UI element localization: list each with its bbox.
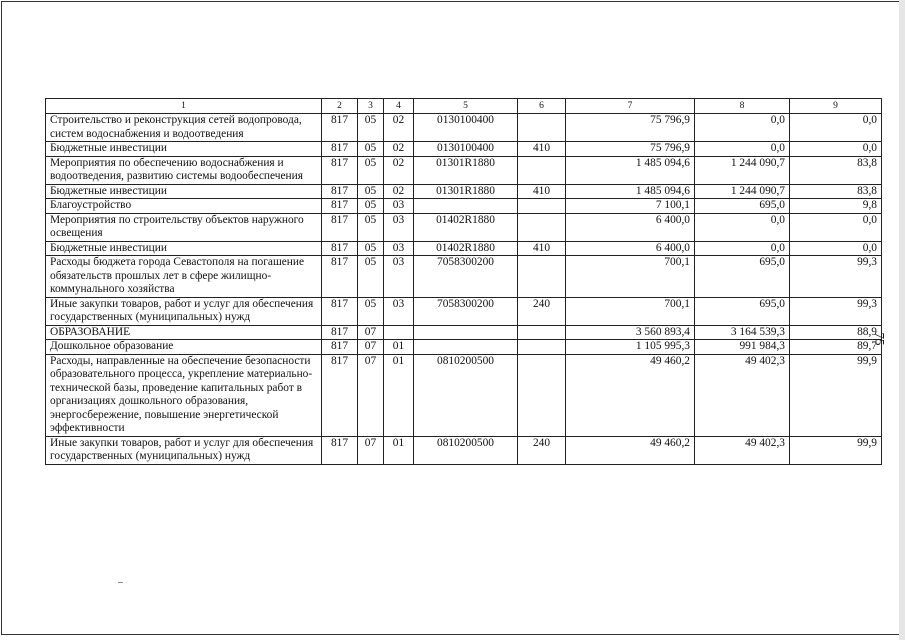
cell-subsection: 03	[384, 297, 414, 325]
cell-target-code	[414, 325, 518, 340]
cell-admin-code: 817	[322, 297, 358, 325]
column-number: 7	[566, 99, 695, 114]
cell-section: 05	[358, 297, 384, 325]
cell-subsection: 03	[384, 241, 414, 256]
cell-subsection: 02	[384, 184, 414, 199]
row-name: Иные закупки товаров, работ и услуг для обеспечения государственных (муниципальных) нужд	[46, 297, 322, 325]
column-number: 2	[322, 99, 358, 114]
scan-edge	[899, 0, 905, 640]
cell-subsection: 03	[384, 213, 414, 241]
cell-plan-amount: 700,1	[566, 297, 695, 325]
cell-percent: 88,9	[790, 325, 882, 340]
cell-actual-amount: 49 402,3	[695, 436, 790, 464]
column-number: 9	[790, 99, 882, 114]
cell-target-code	[414, 340, 518, 355]
row-name: ОБРАЗОВАНИЕ	[46, 325, 322, 340]
cell-actual-amount: 0,0	[695, 241, 790, 256]
table-row	[46, 199, 882, 214]
table-row	[46, 213, 882, 241]
budget-table	[45, 98, 882, 465]
cell-section: 07	[358, 325, 384, 340]
cell-percent: 99,9	[790, 354, 882, 436]
page-number: 75	[872, 332, 888, 346]
table-row	[46, 184, 882, 199]
column-number: 6	[518, 99, 566, 114]
cell-section: 05	[358, 114, 384, 142]
cell-expense-type: 410	[518, 241, 566, 256]
cell-expense-type	[518, 340, 566, 355]
cell-actual-amount: 49 402,3	[695, 354, 790, 436]
cell-actual-amount: 991 984,3	[695, 340, 790, 355]
cell-target-code: 7058300200	[414, 297, 518, 325]
scan-mark	[118, 582, 123, 583]
column-number: 4	[384, 99, 414, 114]
cell-section: 05	[358, 184, 384, 199]
cell-expense-type	[518, 354, 566, 436]
cell-expense-type: 410	[518, 184, 566, 199]
row-name: Мероприятия по строительству объектов наружного освещения	[46, 213, 322, 241]
cell-percent: 0,0	[790, 241, 882, 256]
row-name: Бюджетные инвестиции	[46, 241, 322, 256]
table-row	[46, 340, 882, 355]
cell-target-code: 01402R1880	[414, 213, 518, 241]
cell-subsection: 02	[384, 114, 414, 142]
cell-section: 05	[358, 142, 384, 157]
row-name: Бюджетные инвестиции	[46, 184, 322, 199]
cell-expense-type	[518, 213, 566, 241]
cell-admin-code: 817	[322, 340, 358, 355]
table-row	[46, 354, 882, 436]
cell-subsection: 03	[384, 256, 414, 298]
cell-actual-amount: 1 244 090,7	[695, 184, 790, 199]
cell-section: 07	[358, 340, 384, 355]
cell-subsection: 01	[384, 354, 414, 436]
table-row	[46, 142, 882, 157]
row-name: Расходы, направленные на обеспечение безопасности образовательного процесса, укрепление материально-технической базы, проведение капитальных работ в организациях дошкольного образования, энергосбережение, повышение энергетической эффективности	[46, 354, 322, 436]
cell-section: 05	[358, 156, 384, 184]
cell-plan-amount: 7 100,1	[566, 199, 695, 214]
cell-subsection: 01	[384, 340, 414, 355]
cell-percent: 0,0	[790, 114, 882, 142]
table-row	[46, 297, 882, 325]
row-name: Мероприятия по обеспечению водоснабжения и водоотведения, развитию системы водообеспечения	[46, 156, 322, 184]
cell-expense-type	[518, 156, 566, 184]
cell-subsection: 03	[384, 199, 414, 214]
cell-admin-code: 817	[322, 436, 358, 464]
cell-expense-type	[518, 199, 566, 214]
cell-actual-amount: 695,0	[695, 199, 790, 214]
row-name: Дошкольное образование	[46, 340, 322, 355]
cell-admin-code: 817	[322, 325, 358, 340]
cell-actual-amount: 695,0	[695, 256, 790, 298]
cell-admin-code: 817	[322, 199, 358, 214]
cell-plan-amount: 3 560 893,4	[566, 325, 695, 340]
cell-percent: 99,3	[790, 256, 882, 298]
cell-plan-amount: 75 796,9	[566, 114, 695, 142]
cell-actual-amount: 3 164 539,3	[695, 325, 790, 340]
table-row	[46, 156, 882, 184]
cell-percent: 83,8	[790, 156, 882, 184]
cell-admin-code: 817	[322, 142, 358, 157]
cell-percent: 0,0	[790, 213, 882, 241]
cell-target-code: 7058300200	[414, 256, 518, 298]
cell-plan-amount: 1 105 995,3	[566, 340, 695, 355]
cell-section: 05	[358, 256, 384, 298]
cell-plan-amount: 6 400,0	[566, 241, 695, 256]
cell-actual-amount: 695,0	[695, 297, 790, 325]
cell-percent: 99,9	[790, 436, 882, 464]
table-row	[46, 241, 882, 256]
column-number: 5	[414, 99, 518, 114]
cell-percent: 83,8	[790, 184, 882, 199]
row-name: Иные закупки товаров, работ и услуг для обеспечения государственных (муниципальных) нужд	[46, 436, 322, 464]
cell-admin-code: 817	[322, 156, 358, 184]
row-name: Расходы бюджета города Севастополя на погашение обязательств прошлых лет в сфере жилищно-коммунального хозяйства	[46, 256, 322, 298]
cell-target-code	[414, 199, 518, 214]
cell-target-code: 0810200500	[414, 436, 518, 464]
cell-expense-type	[518, 325, 566, 340]
column-number-row	[46, 99, 882, 114]
cell-subsection: 01	[384, 436, 414, 464]
cell-target-code: 0130100400	[414, 114, 518, 142]
column-number: 1	[46, 99, 322, 114]
cell-percent: 89,7	[790, 340, 882, 355]
cell-section: 07	[358, 436, 384, 464]
cell-expense-type: 240	[518, 297, 566, 325]
cell-plan-amount: 1 485 094,6	[566, 156, 695, 184]
table-row	[46, 114, 882, 142]
cell-subsection: 02	[384, 156, 414, 184]
cell-plan-amount: 1 485 094,6	[566, 184, 695, 199]
cell-percent: 9,8	[790, 199, 882, 214]
cell-percent: 0,0	[790, 142, 882, 157]
cell-plan-amount: 700,1	[566, 256, 695, 298]
cell-admin-code: 817	[322, 114, 358, 142]
cell-actual-amount: 0,0	[695, 213, 790, 241]
cell-target-code: 01402R1880	[414, 241, 518, 256]
row-name: Строительство и реконструкция сетей водопровода, систем водоснабжения и водоотведения	[46, 114, 322, 142]
cell-percent: 99,3	[790, 297, 882, 325]
cell-target-code: 01301R1880	[414, 184, 518, 199]
cell-expense-type	[518, 256, 566, 298]
cell-admin-code: 817	[322, 213, 358, 241]
cell-plan-amount: 6 400,0	[566, 213, 695, 241]
table-row	[46, 256, 882, 298]
cell-section: 05	[358, 213, 384, 241]
row-name: Бюджетные инвестиции	[46, 142, 322, 157]
cell-plan-amount: 49 460,2	[566, 436, 695, 464]
cell-expense-type: 410	[518, 142, 566, 157]
cell-plan-amount: 75 796,9	[566, 142, 695, 157]
cell-plan-amount: 49 460,2	[566, 354, 695, 436]
cell-section: 07	[358, 354, 384, 436]
cell-expense-type: 240	[518, 436, 566, 464]
cell-section: 05	[358, 241, 384, 256]
cell-target-code: 0810200500	[414, 354, 518, 436]
cell-admin-code: 817	[322, 184, 358, 199]
cell-subsection: 02	[384, 142, 414, 157]
cell-target-code: 01301R1880	[414, 156, 518, 184]
cell-admin-code: 817	[322, 256, 358, 298]
cell-admin-code: 817	[322, 241, 358, 256]
cell-subsection	[384, 325, 414, 340]
column-number: 8	[695, 99, 790, 114]
cell-expense-type	[518, 114, 566, 142]
table-row	[46, 325, 882, 340]
cell-section: 05	[358, 199, 384, 214]
row-name: Благоустройство	[46, 199, 322, 214]
column-number: 3	[358, 99, 384, 114]
cell-actual-amount: 0,0	[695, 142, 790, 157]
cell-actual-amount: 0,0	[695, 114, 790, 142]
table-row	[46, 436, 882, 464]
cell-admin-code: 817	[322, 354, 358, 436]
cell-target-code: 0130100400	[414, 142, 518, 157]
cell-actual-amount: 1 244 090,7	[695, 156, 790, 184]
